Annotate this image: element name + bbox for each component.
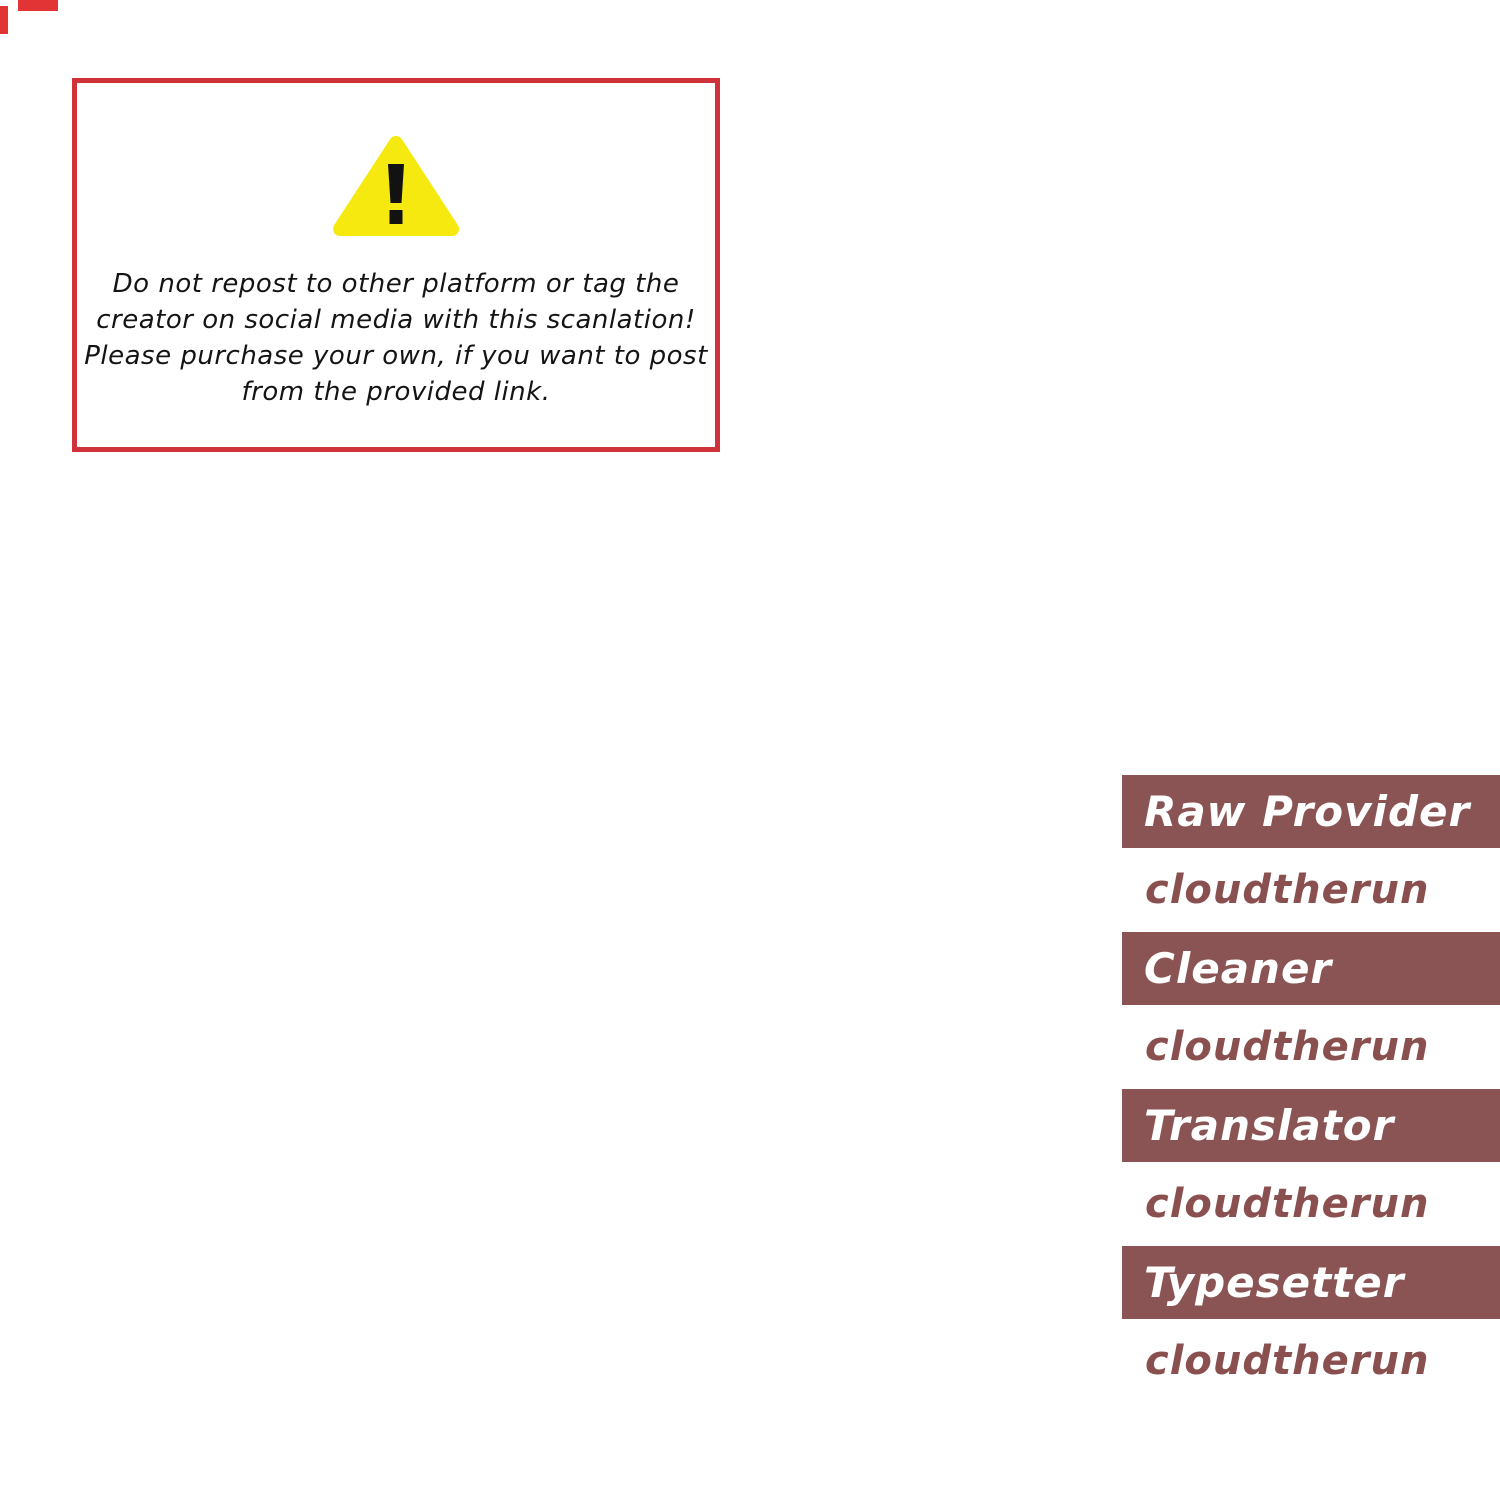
warning-box: [72, 78, 720, 452]
corner-artifact-vertical: [0, 6, 8, 34]
warning-line-2: creator on social media with this scanlation!: [96, 305, 696, 335]
credit-entry-raw-provider: [1122, 775, 1500, 932]
credit-role-label: Translator: [1144, 1101, 1395, 1150]
credit-role-bar: [1122, 1246, 1500, 1319]
credit-name-row: [1122, 848, 1500, 932]
credit-entry-cleaner: [1122, 932, 1500, 1089]
credit-role-label: Typesetter: [1144, 1258, 1405, 1307]
warning-line-4: from the provided link.: [241, 377, 551, 407]
credit-name-row: [1122, 1319, 1500, 1403]
credit-name-row: [1122, 1005, 1500, 1089]
credit-name-text: cloudtherun: [1145, 1024, 1430, 1070]
credit-role-bar: [1122, 932, 1500, 1005]
credit-role-label: Raw Provider: [1144, 787, 1471, 836]
credit-role-bar: [1122, 775, 1500, 848]
credit-name-text: cloudtherun: [1145, 1181, 1430, 1227]
credit-name-row: [1122, 1162, 1500, 1246]
warning-line-1: Do not repost to other platform or tag the: [112, 269, 680, 299]
credit-role-bar: [1122, 1089, 1500, 1162]
warning-triangle-icon: [331, 133, 461, 237]
credit-entry-typesetter: [1122, 1246, 1500, 1403]
corner-artifact-horizontal: [18, 0, 58, 11]
credit-name-text: cloudtherun: [1145, 867, 1430, 913]
warning-line-3: Please purchase your own, if you want to post: [84, 341, 708, 371]
credit-name-text: cloudtherun: [1145, 1338, 1430, 1384]
credit-role-label: Cleaner: [1144, 944, 1333, 993]
credit-entry-translator: [1122, 1089, 1500, 1246]
warning-text: [77, 266, 715, 410]
